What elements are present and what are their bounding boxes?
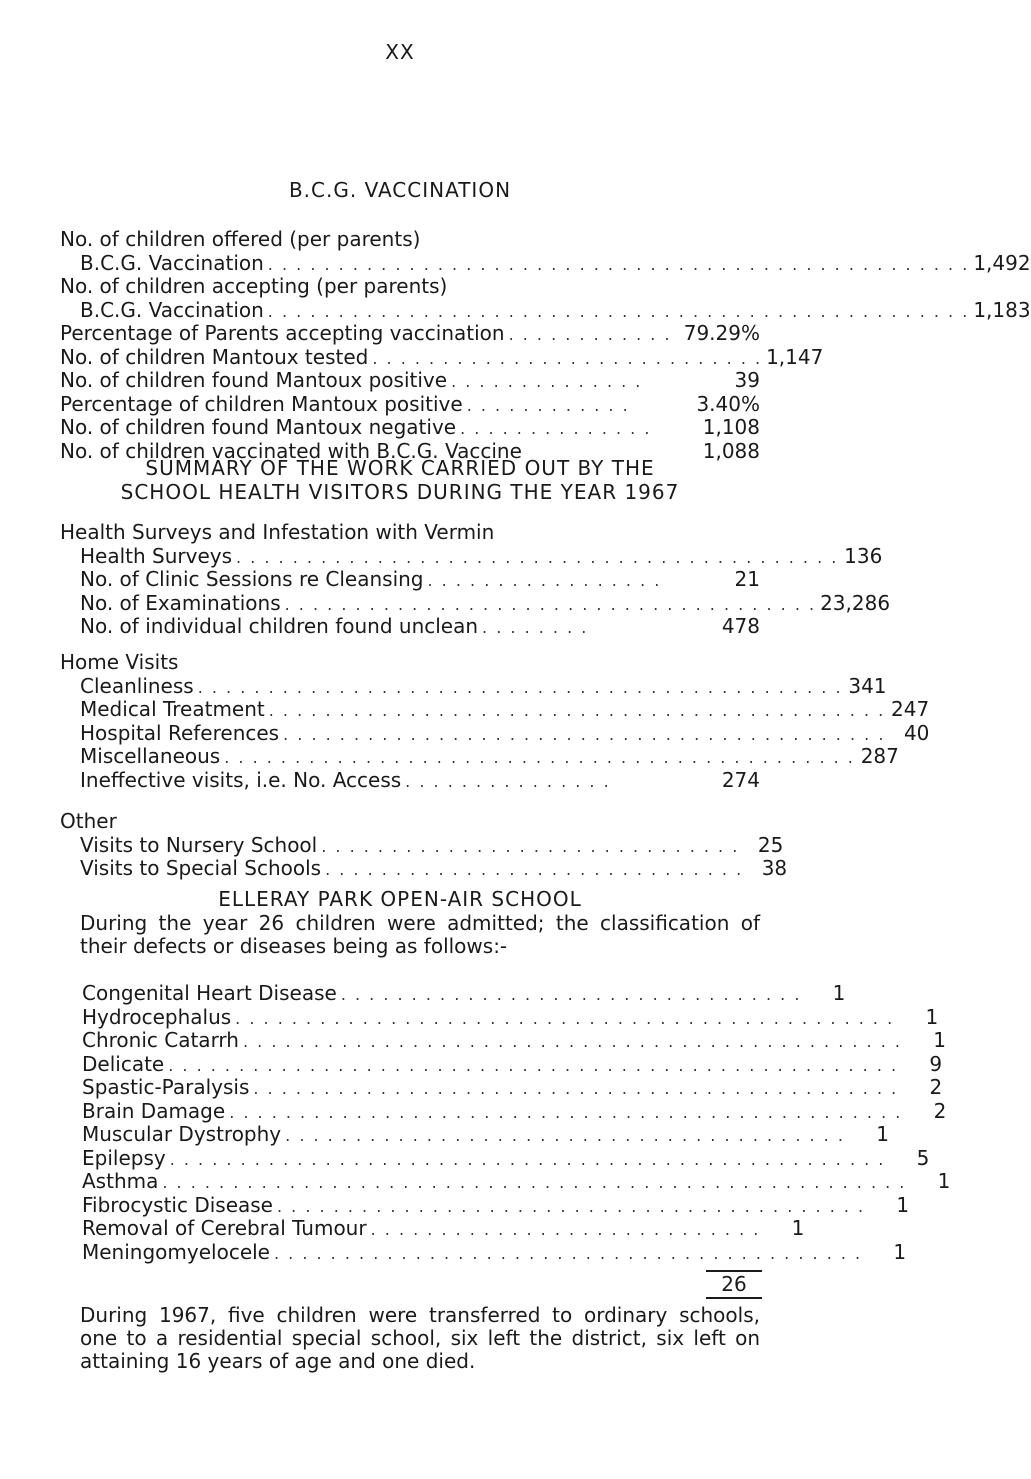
table-row bbox=[82, 1004, 939, 1030]
table-row bbox=[82, 1075, 943, 1100]
row-label: Congenital Heart Disease bbox=[82, 981, 337, 1005]
row-label: Visits to Special Schools bbox=[80, 856, 322, 880]
row-label: No. of children found Mantoux negative bbox=[60, 415, 457, 439]
row-value: 1,183 bbox=[973, 297, 1031, 322]
row-label: No. of Clinic Sessions re Cleansing bbox=[80, 567, 424, 591]
row-value: 21 bbox=[734, 567, 760, 591]
row-value: 287 bbox=[860, 744, 899, 768]
total-value: 26 bbox=[721, 1272, 747, 1296]
row-value: 39 bbox=[734, 368, 760, 392]
leader-dots: . . . . . . . . . . . . . . . . . . . . . . . . . . . . . . . . . . . . . . . . . . . . . . . . . . bbox=[267, 254, 970, 274]
row-value: 274 bbox=[721, 767, 760, 792]
leader-dots: . . . . . . . . . . . . . . bbox=[451, 372, 643, 391]
bcg-row-1-line1: No. of children offered (per parents) bbox=[60, 227, 421, 251]
list-item bbox=[60, 744, 899, 769]
leader-dots: . . . . . . . . . . . . . . . . . . . . . . . . . . . . . . . . . . . . . . . . . . . . . bbox=[224, 748, 855, 767]
row-label: Percentage of Parents accepting vaccination bbox=[60, 321, 505, 345]
row-label: Hospital References bbox=[80, 720, 280, 745]
bcg-table bbox=[60, 227, 1031, 463]
home-visits-section bbox=[60, 650, 930, 792]
total-underline bbox=[706, 1297, 762, 1299]
leader-dots: . . . . . . . . . . . . . . . . . . . . . . . . . . . . . . . . . . . . . . . . . . . . . . . . . . . . . bbox=[162, 1173, 907, 1192]
list-item bbox=[60, 856, 788, 881]
row-value: 1 bbox=[937, 1169, 951, 1193]
row-value: 9 bbox=[929, 1051, 943, 1076]
list-item bbox=[60, 543, 883, 569]
leader-dots: . . . . . . . . bbox=[482, 618, 589, 637]
closing-paragraph bbox=[60, 1304, 760, 1373]
row-value: 1 bbox=[896, 1192, 910, 1217]
row-label: Muscular Dystrophy bbox=[82, 1122, 282, 1146]
row-value: 1,147 bbox=[766, 344, 824, 369]
row-value: 341 bbox=[848, 673, 887, 698]
leader-dots: . . . . . . . . . . . . . . . . . . . . . . . . . . . . bbox=[370, 1220, 761, 1239]
bcg-row-3 bbox=[60, 322, 760, 346]
row-value: 1,492 bbox=[973, 250, 1031, 275]
leader-dots: . . . . . . . . . . . . . . . . . . . . . . . . . . . . . . . . . . . . . . . . . . . . . . . . . . . bbox=[169, 1149, 886, 1169]
list-item bbox=[60, 769, 760, 793]
intro-text: During the year 26 children were admitted; the classification of their defects or diseases being as follows:- bbox=[80, 911, 760, 958]
list-item bbox=[60, 568, 760, 592]
bcg-row-4 bbox=[60, 344, 824, 370]
table-row bbox=[82, 1216, 805, 1241]
row-label: Brain Damage bbox=[82, 1098, 226, 1123]
table-row bbox=[82, 1192, 910, 1218]
row-value: 2 bbox=[929, 1075, 943, 1099]
list-item bbox=[60, 590, 891, 616]
row-label: No. of Examinations bbox=[80, 590, 281, 615]
leader-dots: . . . . . . . . . . . . . . bbox=[460, 419, 652, 438]
row-label: Cleanliness bbox=[80, 673, 194, 698]
row-label: Chronic Catarrh bbox=[82, 1028, 239, 1052]
table-row bbox=[82, 1098, 947, 1124]
leader-dots: . . . . . . . . . . . . . . . . . . . . . . . . . . . . . . . . . bbox=[340, 985, 802, 1004]
list-item bbox=[60, 720, 930, 746]
leader-dots: . . . . . . . . . . . . . . . . . . . . . . . . . . . . . . bbox=[321, 836, 740, 856]
leader-dots: . . . . . . . . . . . . . . . . . . . . . . . . . . . . . . . . . . . . . . . . bbox=[285, 1126, 845, 1145]
closing-text: During 1967, five children were transferred to ordinary schools, one to a residential special school, six left the district, six left on attaining 16 years of age and one died. bbox=[80, 1303, 760, 1373]
bcg-row-1 bbox=[60, 250, 1031, 276]
row-value: 1 bbox=[893, 1239, 907, 1264]
row-label: Percentage of children Mantoux positive bbox=[60, 391, 463, 416]
row-value: 2 bbox=[933, 1098, 947, 1123]
row-label: Removal of Cerebral Tumour bbox=[82, 1216, 367, 1240]
leader-dots: . . . . . . . . . . . . . . . . . . . . . . . . . . . . . . . . . . . . . . . . . . . . . . . . . . bbox=[267, 301, 970, 321]
row-value: 136 bbox=[844, 543, 883, 568]
row-value: 478 bbox=[721, 614, 760, 638]
section-title: Other bbox=[60, 809, 117, 833]
leader-dots: . . . . . . . . . . . . . . . . . . . . . . . . . . . . . . . . . . . . . . . . . . . . . . bbox=[197, 677, 843, 697]
table-row bbox=[82, 1239, 907, 1265]
list-item bbox=[60, 697, 930, 722]
row-label: Asthma bbox=[82, 1169, 159, 1193]
leader-dots: . . . . . . . . . . . . . . . . . . . . . . . . . . . . . . . . . . . . . . . . . . . bbox=[283, 724, 886, 744]
bcg-heading: B.C.G. VACCINATION bbox=[288, 178, 512, 202]
row-label: Delicate bbox=[82, 1051, 165, 1076]
row-value: 5 bbox=[916, 1145, 930, 1170]
row-label: No. of children vaccinated with B.C.G. Vaccine bbox=[60, 438, 522, 463]
leader-dots: . . . . . . . . . . . . bbox=[508, 325, 672, 344]
bcg-row-5 bbox=[60, 369, 760, 393]
row-value: 247 bbox=[891, 697, 930, 721]
row-label: Health Surveys bbox=[80, 543, 233, 568]
row-label: Miscellaneous bbox=[80, 744, 221, 768]
row-value: 1,088 bbox=[702, 438, 760, 463]
row-value: 1 bbox=[876, 1122, 889, 1146]
leader-dots: . . . . . . . . . . . . . . . . . . . . . . . . . . . . bbox=[372, 348, 763, 368]
section-title: Health Surveys and Infestation with Vermin bbox=[60, 520, 495, 544]
leader-dots: . . . . . . . . . . . . bbox=[466, 395, 630, 415]
row-label: Meningomyelocele bbox=[82, 1239, 270, 1264]
row-label: B.C.G. Vaccination bbox=[80, 250, 264, 275]
row-value: 38 bbox=[761, 856, 788, 880]
table-row bbox=[82, 1051, 943, 1077]
bcg-row-2 bbox=[60, 297, 1031, 323]
row-label: Visits to Nursery School bbox=[80, 832, 318, 857]
row-value: 1 bbox=[791, 1216, 805, 1240]
row-label: No. of individual children found unclean bbox=[80, 614, 479, 638]
row-value: 3.40% bbox=[696, 391, 760, 416]
bcg-row-6 bbox=[60, 393, 760, 417]
leader-dots: . . . . . . . . . . . . . . . bbox=[405, 771, 611, 791]
row-value: 25 bbox=[757, 832, 784, 857]
row-value: 79.29% bbox=[683, 321, 760, 345]
row-value: 23,286 bbox=[820, 590, 891, 615]
list-item bbox=[60, 615, 760, 639]
row-label: Medical Treatment bbox=[80, 697, 265, 721]
bcg-row-2-line1: No. of children accepting (per parents) bbox=[60, 274, 448, 298]
row-value: 1 bbox=[925, 1004, 939, 1029]
leader-dots: . . . . . . . . . . . . . . . . . . . . . . . . . . . . . . . . . . . . . . . . . . . . bbox=[268, 701, 886, 720]
leader-dots: . . . . . . . . . . . . . . . . . . . . . . . . . . . . . . . . . . . . . . . . . . . . . . . . . . . . bbox=[168, 1055, 899, 1075]
leader-dots: . . . . . . . . . . . . . . . . . . . . . . . . . . . . . . . . . . . . . . . . . . . . . . . . bbox=[229, 1102, 903, 1122]
row-value: 1 bbox=[933, 1028, 946, 1052]
leader-dots: . . . . . . . . . . . . . . . . . bbox=[427, 571, 662, 590]
table-row bbox=[82, 1028, 946, 1053]
row-label: No. of children Mantoux tested bbox=[60, 344, 369, 369]
leader-dots: . . . . . . . . . . . . . . . . . . . . . . . . . . . . . . . . . . . . . . bbox=[284, 594, 817, 614]
row-label: B.C.G. Vaccination bbox=[80, 297, 264, 322]
table-row bbox=[82, 1145, 930, 1171]
section-title: Home Visits bbox=[60, 650, 179, 674]
row-label: Hydrocephalus bbox=[82, 1004, 232, 1029]
ellerray-heading: ELLERAY PARK OPEN-AIR SCHOOL bbox=[218, 887, 582, 911]
leader-dots: . . . . . . . . . . . . . . . . . . . . . . . . . . . . . . . . . . . . . . . . . . bbox=[273, 1243, 863, 1263]
leader-dots: . . . . . . . . . . . . . . . . . . . . . . . . . . . . . . . . . . . . . . . . . . . . . . . bbox=[235, 1008, 895, 1028]
leader-dots: . . . . . . . . . . . . . . . . . . . . . . . . . . . . . . . . . . . . . . . . . . . . . . bbox=[253, 1079, 899, 1098]
defects-table bbox=[82, 981, 951, 1264]
row-value: 40 bbox=[903, 720, 930, 745]
list-item bbox=[60, 832, 784, 858]
row-label: Fibrocystic Disease bbox=[82, 1192, 273, 1217]
row-label: Ineffective visits, i.e. No. Access bbox=[80, 767, 402, 792]
table-row bbox=[82, 1122, 889, 1147]
table-row bbox=[82, 981, 846, 1006]
row-label: No. of children found Mantoux positive bbox=[60, 368, 448, 392]
page-number: XX bbox=[385, 40, 415, 64]
leader-dots: . . . . . . . . . . . . . . . . . . . . . . . . . . . . . . . . . . . . . . . . . . . bbox=[236, 547, 839, 567]
row-value: 1 bbox=[832, 981, 846, 1005]
ellerray-intro bbox=[60, 912, 760, 958]
row-label: Spastic-Paralysis bbox=[82, 1075, 250, 1099]
leader-dots: . . . . . . . . . . . . . . . . . . . . . . . . . . . . . . . . . . . . . . . . . . . . . . . bbox=[242, 1032, 902, 1051]
list-item bbox=[60, 673, 887, 699]
row-label: Epilepsy bbox=[82, 1145, 166, 1170]
health-surveys-section bbox=[60, 520, 891, 639]
row-value: 1,108 bbox=[702, 415, 760, 439]
leader-dots: . . . . . . . . . . . . . . . . . . . . . . . . . . . . . . bbox=[325, 860, 744, 879]
bcg-row-7 bbox=[60, 416, 760, 440]
other-section bbox=[60, 809, 788, 881]
summary-heading-line2: SCHOOL HEALTH VISITORS DURING THE YEAR 1967 bbox=[120, 480, 680, 504]
summary-heading-line1: SUMMARY OF THE WORK CARRIED OUT BY THE bbox=[145, 456, 655, 480]
leader-dots: . . . . . . . . . . . . . . . . . . . . . . . . . . . . . . . . . . . . . . . . . . bbox=[277, 1196, 866, 1216]
table-row bbox=[82, 1169, 951, 1194]
